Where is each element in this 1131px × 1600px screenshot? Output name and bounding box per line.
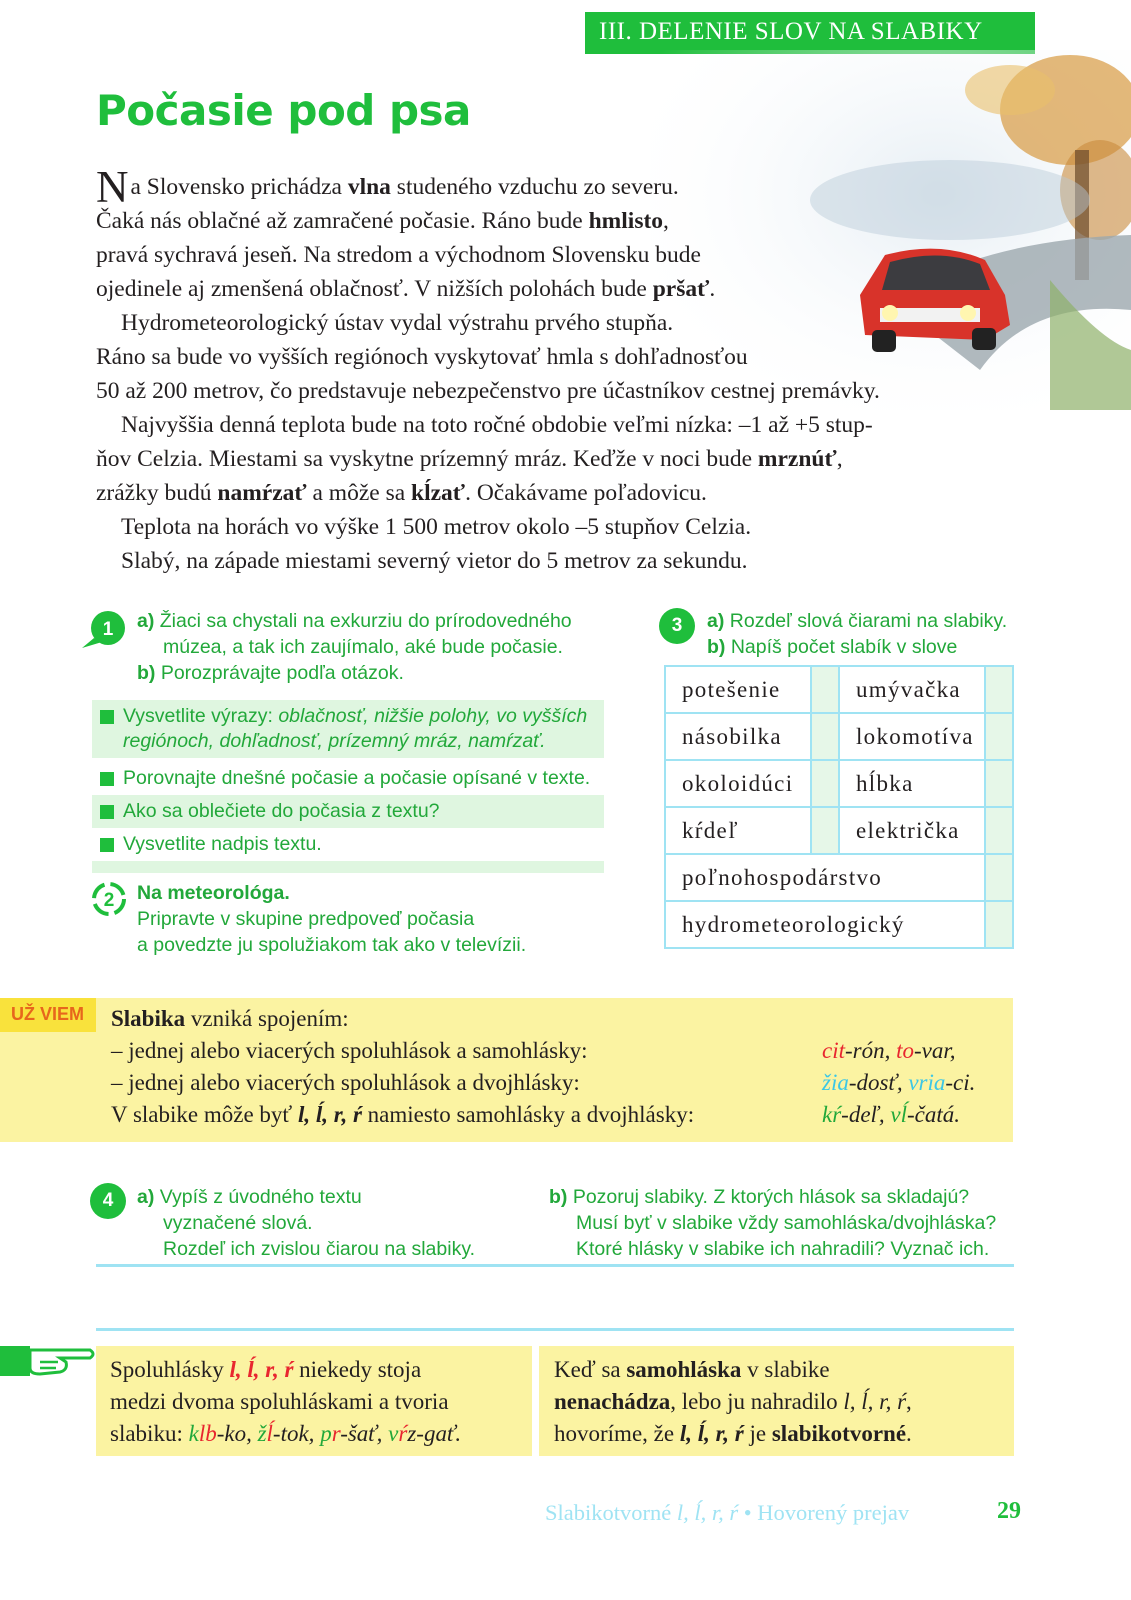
list-item: Ako sa oblečiete do počasia z textu? (92, 795, 604, 828)
group-work-icon (86, 876, 132, 922)
uz-viem-badge: UŽ VIEM (0, 998, 96, 1032)
table-row: potešenie umývačka (665, 666, 1013, 713)
syllable-table (664, 665, 1014, 949)
task-4a: a) Vypíš z úvodného textu vyznačené slová. Rozdeľ ich zvislou čiarou na slabiky. (137, 1186, 476, 1260)
table-row: poľnohospodárstvo (665, 854, 1013, 901)
task-2: Na meteorológa. Pripravte v skupine predpoveď počasia a povedzte ju spolužiakom tak ako v televízii. (137, 882, 527, 956)
drop-cap: N (96, 162, 129, 212)
divider (96, 1264, 1014, 1267)
list-item: Porovnajte dnešné počasie a počasie opísané v texte. (92, 762, 604, 795)
task-number-3: 3 (659, 608, 695, 644)
rule-box-right: Keď sa samohláska v slabike nenachádza, lebo ju nahradilo l, ĺ, r, ŕ, hovoríme, že l, ĺ, r, ŕ je slabikotvorné. (539, 1346, 1014, 1456)
svg-text:2: 2 (103, 890, 115, 911)
svg-text:1: 1 (102, 619, 114, 640)
rule-box: Slabika vzniká spojením: – jednej alebo viacerých spoluhlások a samohlásky: – jednej alebo viacerých spoluhlások a dvojhlásky: V slabike môže byť l, ĺ, r, ŕ namiesto samohlásky a dvojhlásky: cit-rón, to-var, žia-dosť, vria-ci. kŕ-deľ, vĺ-čatá. (0, 998, 1013, 1142)
table-row: hydrometeorologický (665, 901, 1013, 948)
task-3: a) Rozdeľ slová čiarami na slabiky. b) Napíš počet slabík v slove (707, 610, 1008, 658)
divider (96, 1328, 1014, 1331)
pointing-hand-icon (0, 1340, 100, 1380)
page-title: Počasie pod psa (96, 86, 471, 135)
list-item: Vysvetlite výrazy: oblačnosť, nižšie polohy, vo vyšších regiónoch, dohľadnosť, prízemný mráz, namŕzať. (92, 700, 604, 758)
rule-box-left: Spoluhlásky l, ĺ, r, ŕ niekedy stoja medzi dvoma spoluhláskami a tvoria slabiku: klb-ko, žĺ-tok, pr-šať, vŕz-gať. (96, 1346, 532, 1456)
table-row: kŕdeľ električka (665, 807, 1013, 854)
question-list (92, 700, 604, 873)
task-4b: b) Pozoruj slabiky. Z ktorých hlások sa skladajú? Musí byť v slabike vždy samohláska/dvojhláska? Ktoré hlásky v slabike ich nahradili? Vyznač ich. (549, 1186, 997, 1260)
speech-bubble-icon (80, 610, 130, 652)
page-number: 29 (997, 1498, 1021, 1524)
intro-text: Na Slovensko prichádza vlna studeného vzduchu zo severu. Čaká nás oblačné až zamračené počasie. Ráno bude hmlisto, pravá sychravá jeseň. Na stredom a východnom Slovensku bude ojedinele aj zmenšená oblačnosť. V nižších polohách bude pršať. Hydrometeorologický ústav vydal výstrahu prvého stupňa. Ráno sa bude vo vyšších regiónoch vyskytovať hmla s dohľadnosťou 50 až 200 metrov, čo predstavuje nebezpečenstvo pre účastníkov cestnej premávky. Najvyššia denná teplota bude na toto ročné obdobie veľmi nízka: –1 až +5 stup- ňov Celzia. Miestami sa vyskytne prízemný mráz. Keďže v noci bude mrznúť, zrážky budú namŕzať a môže sa kĺzať. Očakávame poľadovicu. Teplota na horách vo výške 1 500 metrov okolo –5 stupňov Celzia. Slabý, na západe miestami severný vietor do 5 metrov za sekundu. (96, 162, 880, 574)
table-row: násobilka lokomotíva (665, 713, 1013, 760)
section-banner: III. DELENIE SLOV NA SLABIKY (585, 12, 1035, 54)
footer-text: Slabikotvorné l, ĺ, r, ŕ • Hovorený prejav (545, 1500, 910, 1525)
task-number-4: 4 (90, 1183, 126, 1219)
task-1: a) Žiaci sa chystali na exkurziu do prírodovedného múzea, a tak ich zaujímalo, aké bude počasie. b) Porozprávajte podľa otázok. (137, 610, 572, 684)
table-row: okoloidúci hĺbka (665, 760, 1013, 807)
list-item: Vysvetlite nadpis textu. (92, 828, 604, 861)
